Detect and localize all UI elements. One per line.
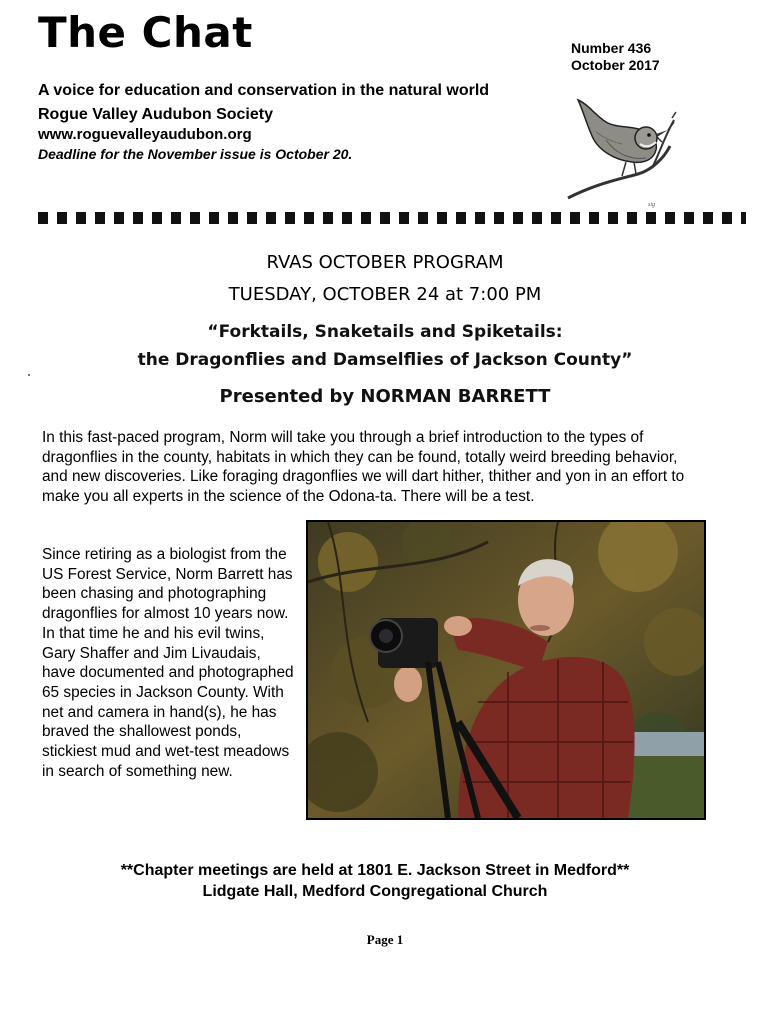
talk-title-line1: “Forktails, Snaketails and Spiketails:	[207, 322, 563, 342]
program-datetime: TUESDAY, OCTOBER 24 at 7:00 PM	[228, 284, 542, 305]
svg-text:sig: sig	[648, 202, 656, 208]
meeting-location: **Chapter meetings are held at 1801 E. Jackson Street in Medford**	[120, 862, 630, 879]
page-number: Page 1	[366, 932, 404, 947]
program-heading: RVAS OCTOBER PROGRAM	[266, 252, 504, 273]
issue-date: October 2017	[571, 57, 660, 73]
issue-info	[571, 40, 660, 74]
wren-illustration	[556, 88, 686, 210]
masthead-title: The Chat	[38, 8, 253, 57]
society-name: Rogue Valley Audubon Society	[38, 106, 273, 123]
tagline: A voice for education and conservation in the natural world	[38, 82, 490, 99]
presenter-bio: Since retiring as a biologist from the US Forest Service, Norm Barrett has been chasing and photographing dragonflies for almost 10 years now. In that time he and his evil twins, Gary Shaffer and Jim Livaudais, have documented and photographed 65 species in Jackson County. With net and camera in hand(s), he has braved the shallowest ponds, stickiest mud and wet-test meadows in search of something new.	[42, 546, 294, 780]
deadline-note: Deadline for the November issue is October 20.	[38, 146, 353, 162]
section-divider	[38, 212, 746, 224]
website-link[interactable]: www.roguevalleyaudubon.org	[38, 126, 252, 143]
presenter: Presented by NORMAN BARRETT	[219, 386, 551, 407]
presenter-photo	[306, 520, 706, 820]
program-intro: In this fast-paced program, Norm will take you through a brief introduction to the types of dragonflies in the county, habitats in which they can be found, totally weird breeding behavior, and new discoveries. Like foraging dragonflies we will dart hither, thither and yon in an effort to make you all experts in the science of the Odona-ta. There will be a test.	[42, 429, 685, 505]
stray-dot	[28, 374, 30, 376]
meeting-venue: Lidgate Hall, Medford Congregational Church	[202, 883, 548, 900]
issue-number: Number 436	[571, 40, 652, 56]
talk-title-line2: the Dragonflies and Damselflies of Jackson County”	[137, 350, 633, 370]
